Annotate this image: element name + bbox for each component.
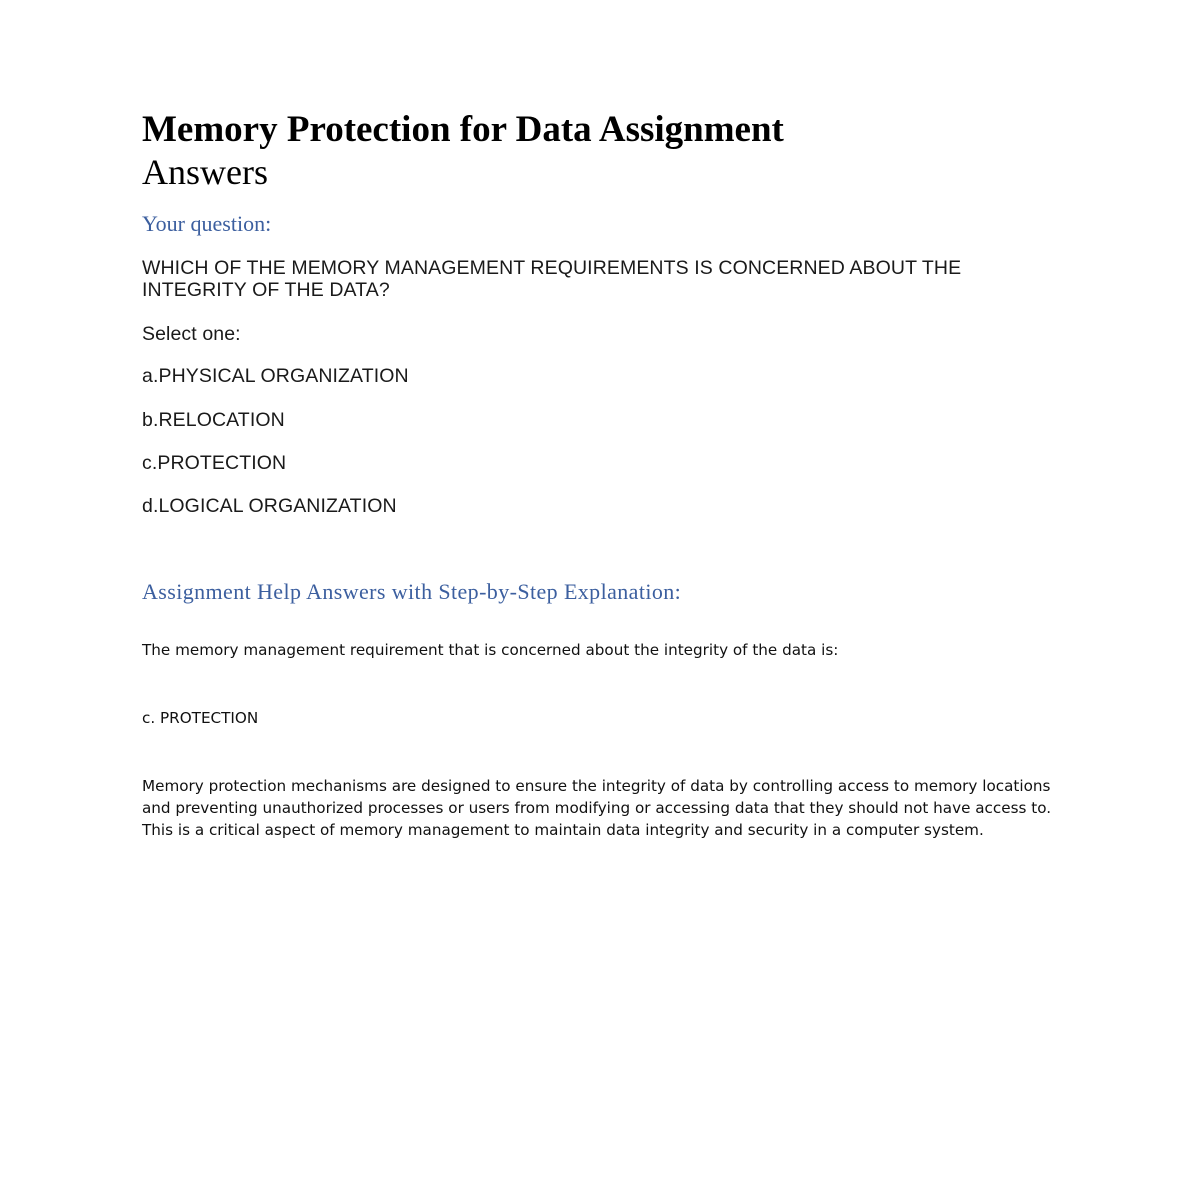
answer-explanation: Memory protection mechanisms are designed to ensure the integrity of data by controlling access to memory locations and preventing unauthorized processes or users from modifying or accessing data that they should not have access to. This is a critical aspect of memory management to maintain data integrity and security in a computer system. (142, 777, 1052, 839)
option-a: a.PHYSICAL ORGANIZATION (142, 365, 409, 387)
document-subtitle: Answers (142, 152, 268, 192)
question-heading: Your question: (142, 211, 272, 236)
option-d: d.LOGICAL ORGANIZATION (142, 495, 397, 517)
option-c: c.PROTECTION (142, 452, 287, 474)
option-b: b.RELOCATION (142, 409, 285, 431)
answer-choice: c. PROTECTION (142, 709, 259, 727)
answer-intro: The memory management requirement that is concerned about the integrity of the data is: (142, 641, 839, 659)
answer-heading: Assignment Help Answers with Step-by-Step Explanation: (142, 579, 682, 604)
select-prompt: Select one: (142, 323, 241, 345)
question-text: WHICH OF THE MEMORY MANAGEMENT REQUIREMENTS IS CONCERNED ABOUT THE INTEGRITY OF THE DATA? (142, 257, 962, 301)
document-title: Memory Protection for Data Assignment (142, 109, 784, 150)
